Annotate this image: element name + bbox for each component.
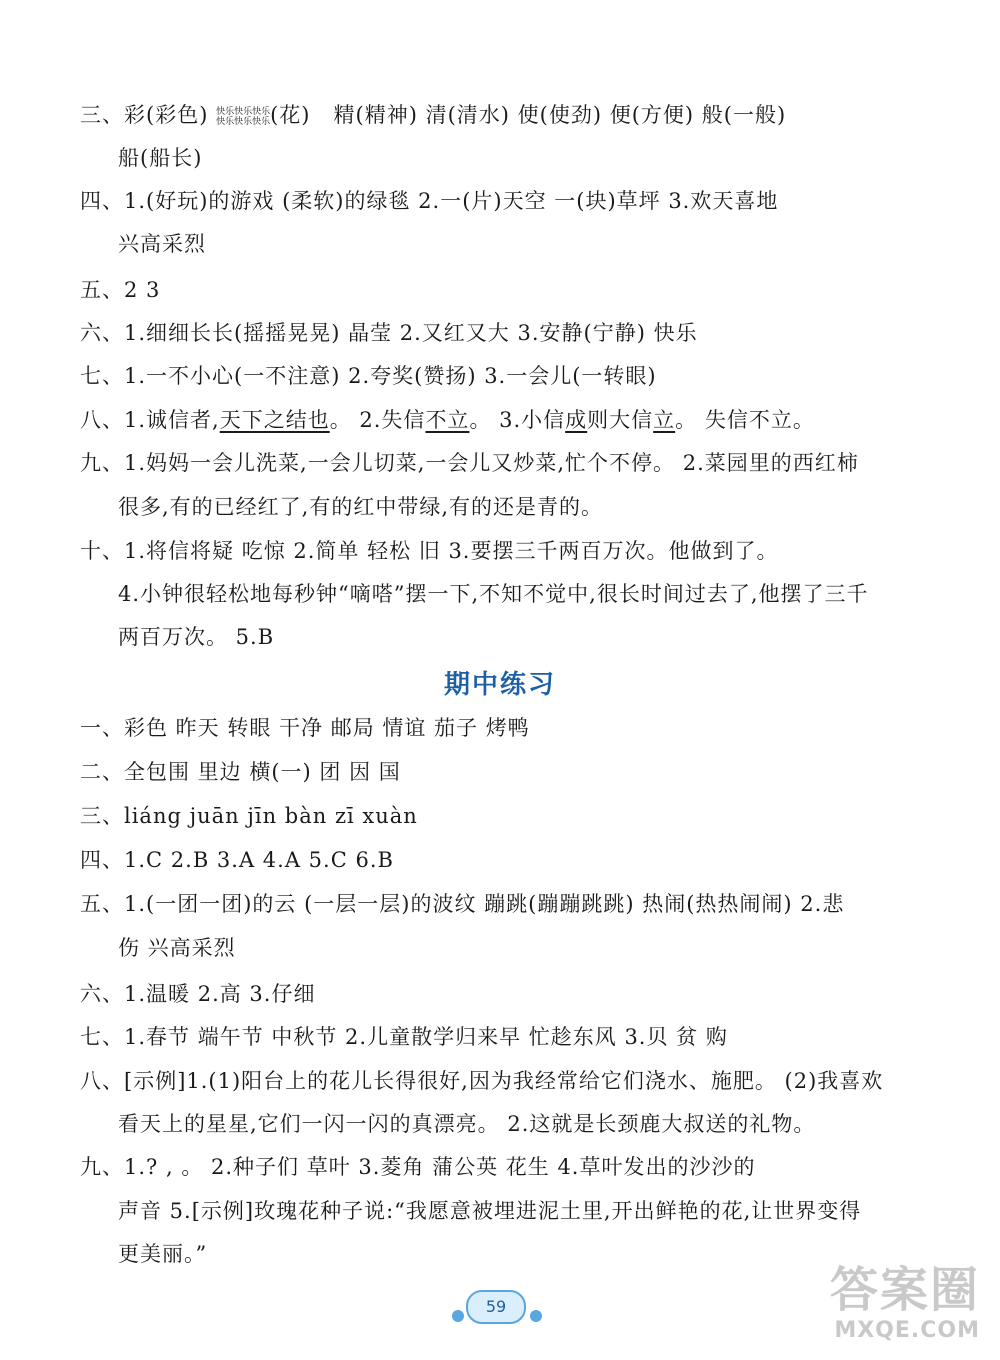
mid-line-8: 八、[示例]1.(1)阳台上的花儿长得很好,因为我经常给它们浇水、施肥。 (2)我喜欢: [80, 1069, 884, 1093]
mid-line-9-cont: 声音 5.[示例]玫瑰花种子说:“我愿意被埋进泥土里,开出鲜艳的花,让世界变得: [118, 1199, 862, 1223]
mid-line-6: 六、1.温暖 2.高 3.仔细: [80, 982, 316, 1006]
mid-line-5: 五、1.(一团一团)的云 (一层一层)的波纹 蹦跳(蹦蹦跳跳) 热闹(热热闹闹) 2.悲: [80, 892, 845, 916]
mid-line-9: 九、1.? , 。 2.种子们 草叶 3.菱角 蒲公英 花生 4.草叶发出的沙沙的: [80, 1155, 756, 1179]
watermark-logo: 答案圈 MXQE.COM: [829, 1262, 980, 1343]
handwritten-annotation: 快乐快乐快乐 快乐快乐快乐: [216, 106, 271, 127]
answer-line-4-cont: 兴高采烈: [118, 232, 206, 256]
answer-line-3-cont: 船(船长): [118, 146, 203, 170]
page-number: 59: [466, 1290, 526, 1324]
answer-line-8: 八、1.诚信者,天下之结也。 2.失信不立。 3.小信成则大信立。 失信不立。: [80, 408, 815, 432]
section-title: 期中练习: [443, 670, 556, 700]
answer-line-9: 九、1.妈妈一会儿洗菜,一会儿切菜,一会儿又炒菜,忙个不停。 2.菜园里的西红柿: [80, 451, 859, 475]
mid-line-4: 四、1.C 2.B 3.A 4.A 5.C 6.B: [80, 848, 394, 872]
answer-line-7: 七、1.一不小心(一不注意) 2.夸奖(赞扬) 3.一会儿(一转眼): [80, 364, 657, 388]
page-number-badge: [438, 1288, 558, 1328]
mid-line-5-cont: 伤 兴高采烈: [118, 936, 236, 960]
answer-line-10-cont: 4.小钟很轻松地每秒钟“嘀嗒”摆一下,不知不觉中,很长时间过去了,他摆了三千: [118, 582, 869, 606]
answer-line-10-cont2: 两百万次。 5.B: [118, 625, 275, 649]
mid-line-8-cont: 看天上的星星,它们一闪一闪的真漂亮。 2.这就是长颈鹿大叔送的礼物。: [118, 1112, 816, 1136]
mid-line-7: 七、1.春节 端午节 中秋节 2.儿童散学归来早 忙趁东风 3.贝 贫 购: [80, 1025, 728, 1049]
answer-line-5: 五、2 3: [80, 278, 161, 302]
answer-line-10: 十、1.将信将疑 吃惊 2.简单 轻松 旧 3.要摆三千两百万次。他做到了。: [80, 539, 779, 563]
answer-line-9-cont: 很多,有的已经红了,有的红中带绿,有的还是青的。: [118, 495, 604, 519]
decor-dot-right: [530, 1310, 542, 1322]
mid-line-1: 一、彩色 昨天 转眼 干净 邮局 情谊 茄子 烤鸭: [80, 716, 530, 740]
answer-line-6: 六、1.细细长长(摇摇晃晃) 晶莹 2.又红又大 3.安静(宁静) 快乐: [80, 321, 698, 345]
mid-line-2: 二、全包围 里边 横(一) 团 因 国: [80, 760, 401, 784]
mid-line-9-cont2: 更美丽。”: [118, 1242, 208, 1266]
mid-line-3: 三、liáng juān jīn bàn zī xuàn: [80, 804, 418, 828]
decor-dot-left: [452, 1310, 464, 1322]
answer-line-3: 三、彩(彩色) 快乐快乐快乐 快乐快乐快乐(花) 精(精神) 清(清水) 使(使劲) 便(方便) 般(一般): [80, 103, 787, 127]
answer-line-4: 四、1.(好玩)的游戏 (柔软)的绿毯 2.一(片)天空 一(块)草坪 3.欢天喜地: [80, 189, 779, 213]
